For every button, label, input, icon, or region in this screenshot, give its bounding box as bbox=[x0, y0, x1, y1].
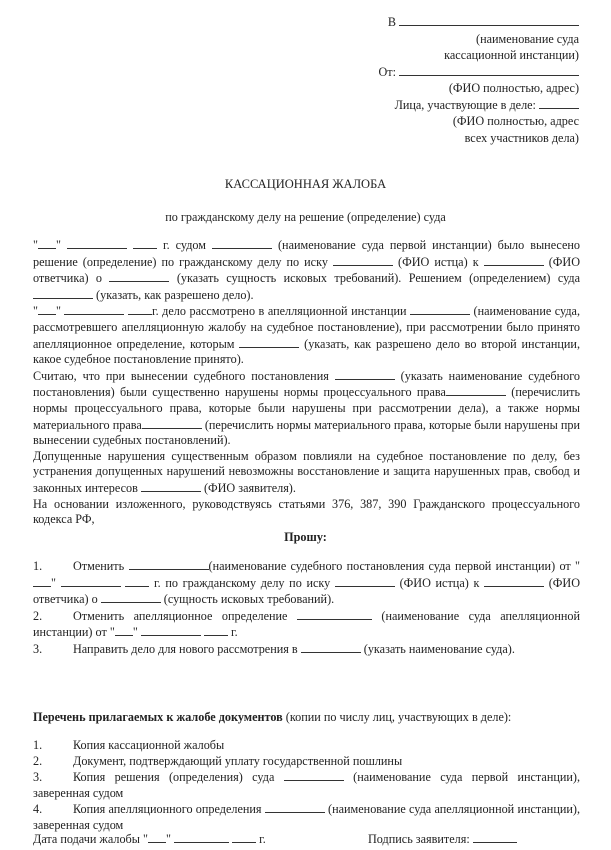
complaint-body bbox=[33, 237, 580, 528]
from-field[interactable] bbox=[399, 64, 579, 76]
paragraph-appeal: " " г. дело рассмотрено в апелляционной инстанции (наименование суда, рассмотревшего апелляционную жалобу на судебное постановление), при рассмотрении было принято апелляционное определение, которым (указать, как разрешено дело во второй инстанции, какое судебное постановление принято). bbox=[33, 304, 580, 367]
month-field[interactable] bbox=[64, 303, 124, 315]
year-field[interactable] bbox=[125, 575, 149, 587]
day-field[interactable] bbox=[115, 624, 133, 636]
attachments-list bbox=[33, 738, 580, 834]
ruling-field[interactable] bbox=[129, 558, 209, 570]
day-field[interactable] bbox=[33, 575, 51, 587]
claim-field[interactable] bbox=[109, 270, 169, 282]
appeal-court-field[interactable] bbox=[265, 801, 325, 813]
request-heading: Прошу: bbox=[284, 530, 327, 544]
decision-field[interactable] bbox=[33, 287, 93, 299]
court-field[interactable] bbox=[301, 641, 361, 653]
year-field[interactable] bbox=[133, 237, 157, 249]
procedural-norms-field[interactable] bbox=[446, 384, 506, 396]
attachment-item: 1. Копия кассационной жалобы bbox=[33, 738, 225, 752]
attachments-heading: Перечень прилагаемых к жалобе документов (копии по числу лиц, участвующих в деле): bbox=[33, 710, 512, 724]
attachment-item: 3. Копия решения (определения) суда (наименование суда первой инстанции), заверенная судом bbox=[33, 770, 581, 800]
plaintiff-field[interactable] bbox=[335, 575, 395, 587]
court-name-field[interactable] bbox=[399, 14, 579, 26]
year-field[interactable] bbox=[204, 624, 228, 636]
addressee-block: В (наименование суда кассационной инстанции) От: (ФИО полностью, адрес) Лица, участвующие в деле: (ФИО полностью, адрес всех участников дела) bbox=[349, 14, 579, 146]
request-item: 1. Отменить (наименование судебного постановления суда первой инстанции) от "" г. по гражданскому делу по иску (ФИО истца) к (ФИО ответчика) о (сущность исковых требований). bbox=[33, 559, 581, 607]
day-field[interactable] bbox=[38, 237, 56, 249]
request-item: 3. Направить дело для нового рассмотрения в (указать наименование суда). bbox=[33, 641, 515, 656]
day-field[interactable] bbox=[148, 831, 166, 843]
signature: Подпись заявителя: bbox=[368, 831, 517, 847]
document-subtitle: по гражданскому делу на решение (определение) суда bbox=[165, 210, 446, 224]
court-field[interactable] bbox=[284, 769, 344, 781]
parties-line: Лица, участвующие в деле: bbox=[349, 97, 579, 114]
document-title: КАССАЦИОННАЯ ЖАЛОБА bbox=[224, 177, 387, 191]
applicant-field[interactable] bbox=[141, 480, 201, 492]
appeal-court-field[interactable] bbox=[297, 608, 372, 620]
claim-field[interactable] bbox=[101, 591, 161, 603]
paragraph-impact: Допущенные нарушения существенным образом повлияли на судебное постановление по делу, без устранения допущенных нарушений невозможны восстановление и защита нарушенных прав, свобод и законных интересов (ФИО заявителя). bbox=[33, 448, 580, 495]
paragraph-basis: На основании изложенного, руководствуясь статьями 376, 387, 390 Гражданского процессуального кодекса РФ, bbox=[33, 496, 580, 527]
paragraph-violations: Считаю, что при вынесении судебного постановления (указать наименование судебного постановления) были существенно нарушены нормы процессуального права (перечислить нормы процессуального права, которые были нарушены при рассмотрении дела), а также нормы материального права (перечислить нормы материального права, которые были нарушены при вынесении судебных постановлений). bbox=[33, 368, 581, 448]
ruling-field[interactable] bbox=[335, 368, 395, 380]
attachment-item: 2. Документ, подтверждающий уплату государственной пошлины bbox=[33, 753, 403, 768]
parties-field[interactable] bbox=[539, 97, 579, 109]
request-list bbox=[33, 558, 580, 658]
defendant-field[interactable] bbox=[484, 254, 544, 266]
paragraph-first-instance: " " г. судом (наименование суда первой инстанции) было вынесено решение (определение) по гражданскому делу по иску (ФИО истца) к (ФИО ответчика) о (указать сущность исковых требований). Решением (определением) суда (указать, как разрешено дело). bbox=[33, 238, 581, 302]
signature-field[interactable] bbox=[473, 831, 517, 843]
month-field[interactable] bbox=[67, 237, 127, 249]
appeal-decision-field[interactable] bbox=[239, 336, 299, 348]
year-field[interactable] bbox=[128, 303, 152, 315]
court-field[interactable] bbox=[212, 237, 272, 249]
month-field[interactable] bbox=[174, 831, 229, 843]
request-item: 2. Отменить апелляционное определение (наименование суда апелляционной инстанции) от " " г. bbox=[33, 608, 581, 640]
year-field[interactable] bbox=[232, 831, 256, 843]
plaintiff-field[interactable] bbox=[333, 254, 393, 266]
defendant-field[interactable] bbox=[484, 575, 544, 587]
month-field[interactable] bbox=[61, 575, 121, 587]
from-line: От: bbox=[349, 64, 579, 81]
filing-date: Дата подачи жалобы " " г. bbox=[33, 832, 266, 846]
court-line: В bbox=[349, 14, 579, 31]
day-field[interactable] bbox=[38, 303, 56, 315]
appeal-court-field[interactable] bbox=[410, 303, 470, 315]
footer bbox=[33, 831, 580, 847]
material-norms-field[interactable] bbox=[142, 417, 202, 429]
month-field[interactable] bbox=[141, 624, 201, 636]
attachment-item: 4. Копия апелляционного определения (наименование суда апелляционной инстанции), заверенная судом bbox=[33, 802, 581, 832]
